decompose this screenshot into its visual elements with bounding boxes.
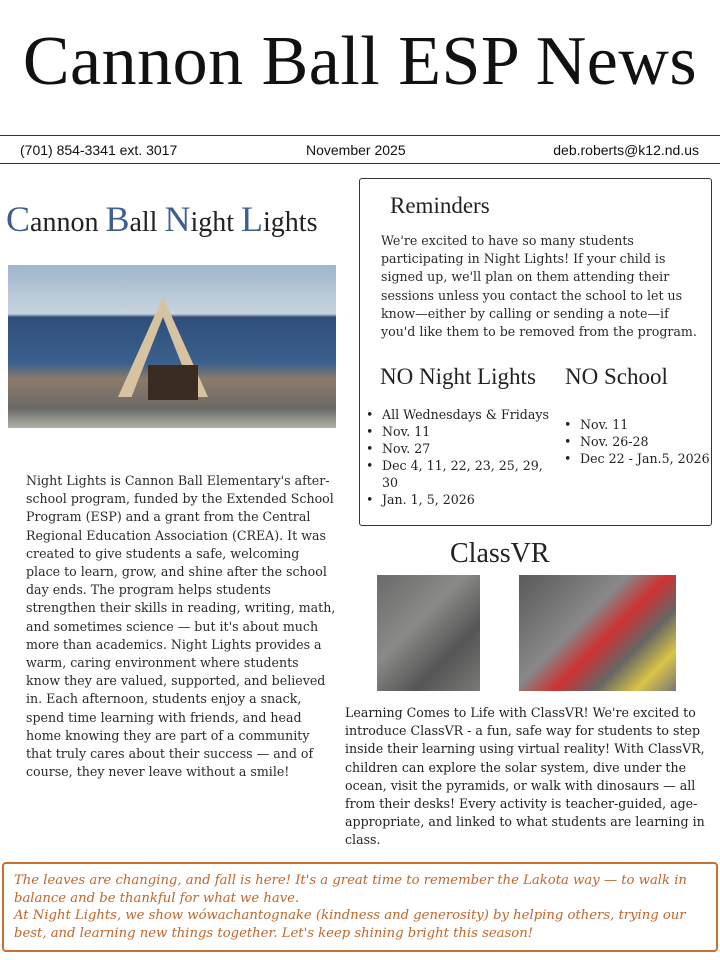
footer-message-box — [2, 862, 718, 952]
reminders-body: We're excited to have so many students participating in Night Lights! If your child is signed up, we'll plan on them attending their sessions unless you contact the school to let us know—either by calling or sending a note—if you'd like them to be removed from the program. — [381, 233, 697, 340]
heading-text: ight — [190, 207, 242, 238]
heading-cap: B — [105, 199, 130, 239]
list-item: • Nov. 26-28 — [560, 433, 710, 450]
list-item: • Nov. 11 — [560, 416, 710, 433]
no-school-list — [560, 416, 710, 467]
school-building-photo — [8, 265, 336, 428]
no-night-lights-heading: NO Night Lights — [380, 364, 536, 389]
list-item: • All Wednesdays & Fridays — [362, 406, 562, 423]
classvr-heading: ClassVR — [450, 538, 550, 569]
phone-number: (701) 854-3341 ext. 3017 — [20, 142, 178, 158]
contact-bar — [0, 137, 720, 163]
footer-line-2: At Night Lights, we show wówachantognake (kindness and generosity) by helping others, trying our best, and learning new things together. Let's keep shining bright this season! — [14, 908, 686, 941]
footer-line-1: The leaves are changing, and fall is here! It's a great time to remember the Lakota way — to walk in balance and be thankful for what we have. — [14, 873, 687, 906]
heading-cap: C — [6, 199, 31, 239]
no-school-heading: NO School — [565, 364, 668, 389]
heading-text: ights — [263, 207, 318, 238]
list-item: • Dec 4, 11, 22, 23, 25, 29, 30 — [362, 457, 562, 491]
heading-cap: L — [241, 199, 264, 239]
heading-text: annon — [30, 207, 106, 238]
no-night-lights-list — [362, 406, 562, 508]
night-lights-heading — [6, 198, 318, 240]
classvr-photo-1 — [377, 575, 480, 691]
divider — [0, 135, 720, 136]
email-link[interactable]: deb.roberts@k12.nd.us — [553, 142, 699, 158]
night-lights-body: Night Lights is Cannon Ball Elementary's after-school program, funded by the Extended School Program (ESP) and a grant from the Central Regional Education Association (CREA). It was created to give students a safe, welcoming place to learn, grow, and shine after the school day ends. The program helps students strengthen their skills in reading, writing, math, and sometimes science — but it's about much more than academics. Night Lights provides a warm, caring environment where students know they are valued, supported, and believed in. Each afternoon, students enjoy a snack, spend time learning with friends, and head home knowing they are part of a community that truly cares about their success — and of course, they never leave without a smile! — [26, 473, 336, 780]
divider — [0, 163, 720, 164]
heading-cap: N — [164, 199, 191, 239]
list-item: • Nov. 11 — [362, 423, 562, 440]
list-item: • Nov. 27 — [362, 440, 562, 457]
list-item: • Dec 22 - Jan.5, 2026 — [560, 450, 710, 467]
newsletter-title: Cannon Ball ESP News — [22, 23, 698, 100]
list-item: • Jan. 1, 5, 2026 — [362, 491, 562, 508]
heading-text: all — [129, 207, 165, 238]
issue-date: November 2025 — [306, 142, 406, 158]
classvr-photo-2 — [519, 575, 676, 691]
reminders-heading: Reminders — [390, 193, 490, 218]
classvr-body: Learning Comes to Life with ClassVR! We're excited to introduce ClassVR - a fun, safe way for students to step inside their learning using virtual reality! With ClassVR, children can explore the solar system, dive under the ocean, visit the pyramids, or walk with dinosaurs — all from their desks! Every activity is teacher-guided, age-appropriate, and linked to what students are learning in class. — [345, 705, 705, 848]
